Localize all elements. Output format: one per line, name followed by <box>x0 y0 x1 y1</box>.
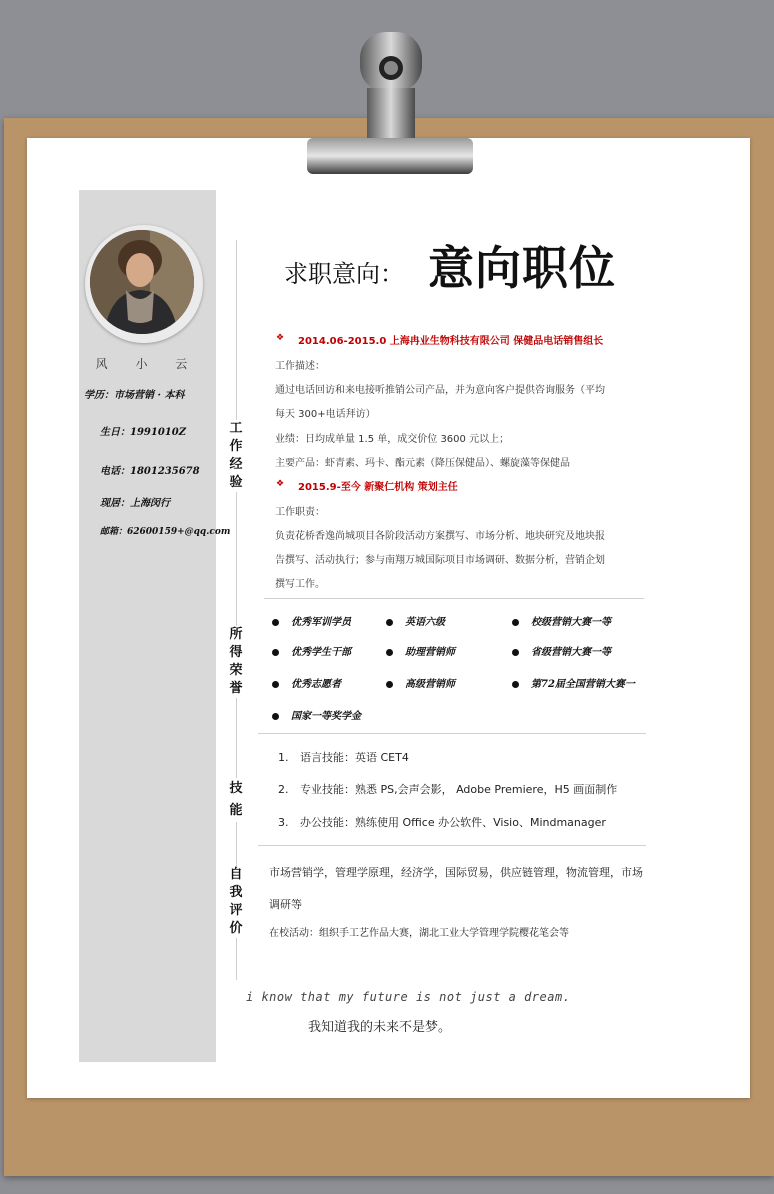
job2-line1: 负责花桥香逸尚城项目各阶段活动方案撰写、市场分析、地块研究及地块报 <box>275 531 605 542</box>
avatar <box>90 230 194 334</box>
bullet-dot-icon <box>272 649 279 656</box>
honor-item: 校级营销大赛一等 <box>512 613 611 628</box>
job2-desc-label: 工作职责： <box>275 507 325 518</box>
self-eval-line1: 市场营销学，管理学原理，经济学，国际贸易，供应链管理，物流管理，市场 <box>269 866 643 879</box>
bullet-dot-icon <box>272 713 279 720</box>
skill-item: 1. 语言技能：英语 CET4 <box>278 751 409 764</box>
intent-label: 求职意向： <box>284 260 404 288</box>
honor-item: 优秀志愿者 <box>272 675 341 690</box>
skill-item: 3. 办公技能：熟练使用 Office 办公软件、Visio、Mindmanager <box>278 816 606 829</box>
profile-residence: 现居：上海闵行 <box>100 498 170 509</box>
job1-line4: 主要产品：虾青素、玛卡、酯元素（降压保健品）、螺旋藻等保健品 <box>275 458 570 469</box>
bullet-dot-icon <box>512 649 519 656</box>
section-label-work: 工作经验 <box>229 421 243 490</box>
binder-clip-icon <box>305 30 475 180</box>
bullet-dot-icon <box>386 681 393 688</box>
job2-title: 2015.9-至今 新聚仁机构 策划主任 <box>298 482 458 493</box>
honor-item: 助理营销师 <box>386 643 455 658</box>
diamond-bullet-icon: ❖ <box>276 333 285 343</box>
honor-item: 国家一等奖学金 <box>272 707 361 722</box>
job1-line2: 每天 300+电话拜访） <box>275 409 376 420</box>
honor-item: 第72届全国营销大赛一 <box>512 675 635 690</box>
honor-item: 优秀军训学员 <box>272 613 351 628</box>
profile-education: 学历：市场营销 · 本科 <box>84 390 185 401</box>
diamond-bullet-icon: ❖ <box>276 479 285 489</box>
intent-value: 意向职位 <box>428 241 616 295</box>
section-label-self-eval: 自我评价 <box>229 867 243 936</box>
section-label-honors: 所得荣誉 <box>229 627 243 696</box>
bullet-dot-icon <box>386 649 393 656</box>
divider <box>258 733 646 734</box>
section-label-skills: 技能 <box>228 778 244 822</box>
bullet-dot-icon <box>512 681 519 688</box>
profile-name: 风 小 云 <box>95 357 200 371</box>
divider <box>258 845 646 846</box>
honor-item: 高级营销师 <box>386 675 455 690</box>
job2-line2: 告撰写、活动执行；参与南翔万城国际项目市场调研、数据分析，营销企划 <box>275 555 605 566</box>
honor-item: 优秀学生干部 <box>272 643 351 658</box>
self-eval-line2: 调研等 <box>269 898 302 911</box>
honor-item: 省级营销大赛一等 <box>512 643 611 658</box>
job1-line3: 业绩：日均成单量 1.5 单，成交价位 3600 元以上； <box>275 434 510 445</box>
quote-chinese: 我知道我的未来不是梦。 <box>308 1020 452 1035</box>
honor-item: 英语六级 <box>386 613 445 628</box>
profile-email: 邮箱：62600159+@qq.com <box>100 527 231 537</box>
job1-title: 2014.06-2015.0 上海冉业生物科技有限公司 保健品电话销售组长 <box>298 336 604 347</box>
skill-item: 2. 专业技能：熟悉 PS,会声会影， Adobe Premiere，H5 画面制作 <box>278 783 618 796</box>
bullet-dot-icon <box>386 619 393 626</box>
job2-line3: 撰写工作。 <box>275 579 325 590</box>
job1-line1: 通过电话回访和来电接听推销公司产品，并为意向客户提供咨询服务（平均 <box>275 385 605 396</box>
quote-english: i know that my future is not just a dream. <box>246 990 571 1004</box>
bullet-dot-icon <box>272 619 279 626</box>
profile-phone: 电话：1801235678 <box>100 466 200 477</box>
profile-birth: 生日：1991010Z <box>100 427 187 438</box>
bullet-dot-icon <box>512 619 519 626</box>
self-eval-line3: 在校活动：组织手工艺作品大赛，湖北工业大学管理学院樱花笔会等 <box>269 928 569 939</box>
bullet-dot-icon <box>272 681 279 688</box>
job1-desc-label: 工作描述： <box>275 361 325 372</box>
divider <box>264 598 644 599</box>
